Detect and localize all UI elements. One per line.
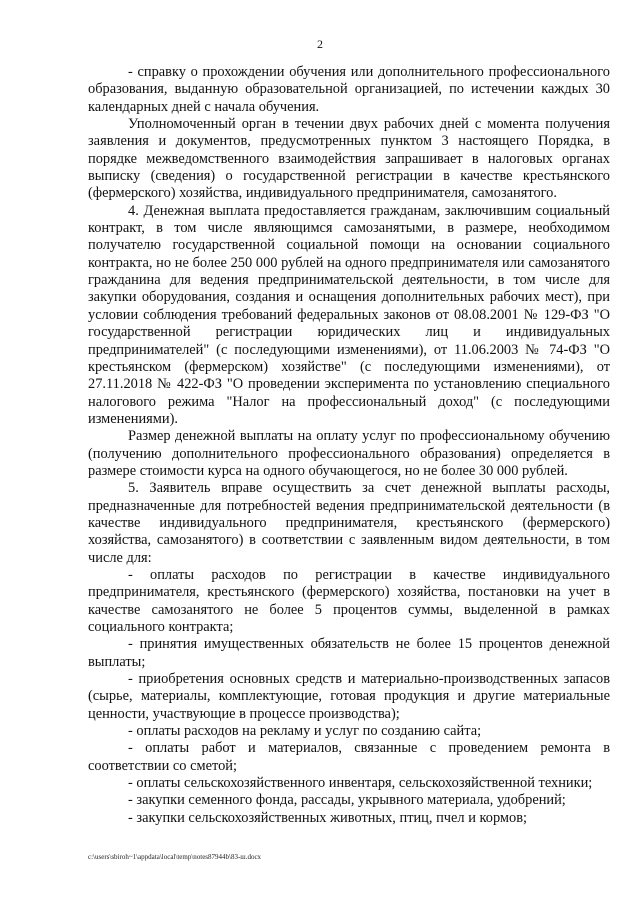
paragraph-training-payment: Размер денежной выплаты на оплату услуг по профессиональному обучению (получению дополнительного профессионального образования) определяется в размере стоимости курса на одного обучающегося, но не более 30 000 рублей. — [88, 428, 610, 479]
list-item-repair: - оплаты работ и материалов, связанные с проведением ремонта в соответствии со сметой; — [88, 740, 610, 774]
list-item-livestock: - закупки сельскохозяйственных животных, птиц, пчел и кормов; — [128, 809, 528, 826]
paragraph-5-expenses: 5. Заявитель вправе осуществить за счет денежной выплаты расходы, предназначенные для потребностей ведения предпринимательской деятельности (в качестве индивидуального предпринимателя, крестьянского (фермерского) хозяйства, самозанятого) в соответствии с заявленным видом деятельности, в том числе для: — [88, 480, 610, 566]
list-item-fixed-assets: - приобретения основных средств и материально-производственных запасов (сырье, материалы, комплектующие, готовая продукция и другие материальные ценности, участвующие в процессе производства); — [88, 671, 610, 722]
list-item-advertising: - оплаты расходов на рекламу и услуг по созданию сайта; — [128, 723, 482, 740]
paragraph-interagency-request: Уполномоченный орган в течении двух рабочих дней с момента получения заявления и документов, предусмотренных пунктом 3 настоящего Порядка, в порядке межведомственного взаимодействия запрашивает в налоговых органах выписку (сведения) о государственной регистрации в качестве крестьянского (фермерского) хозяйства, индивидуального предпринимателя, самозанятого. — [88, 116, 610, 202]
paragraph-certificate: - справку о прохождении обучения или дополнительного профессионального образования, выданную образовательной организацией, по истечении каждых 30 календарных дней с начала обучения. — [88, 64, 610, 115]
footer-file-path: c:\users\sbiroh~1\appdata\local\temp\notes87944b\83-ш.docx — [88, 853, 262, 861]
list-item-registration: - оплаты расходов по регистрации в качестве индивидуального предпринимателя, крестьянского (фермерского) хозяйства, постановки на учет в качестве самозанятого не более 5 процентов суммы, выделенной в рамках социального контракта; — [88, 566, 610, 635]
list-item-seeds: - закупки семенного фонда, рассады, укрывного материала, удобрений; — [128, 792, 566, 809]
paragraph-4-payment: 4. Денежная выплата предоставляется гражданам, заключившим социальный контракт, в том числе являющимся самозанятыми, в размере, необходимом получателю государственной социальной помощи на основании социального контракта, но не более 250 000 рублей на одного предпринимателя или самозанятого гражданина для ведения предпринимательской деятельности, в том числе для закупки оборудования, создания и оснащения дополнительных рабочих мест), при условии соблюдения требований федеральных законов от 08.08.2001 № 129-ФЗ "О государственной регистрации юридических лиц и индивидуальных предпринимателей" (с последующими изменениями), от 11.06.2003 № 74-ФЗ "О крестьянском (фермерском) хозяйстве" (с последующими изменениями), от 27.11.2018 № 422-ФЗ "О проведении эксперимента по установлению специального налогового режима "Налог на профессиональный доход" (с последующими изменениями). — [88, 202, 610, 427]
list-item-agri-equipment: - оплаты сельскохозяйственного инвентаря, сельскохозяйственной техники; — [128, 775, 593, 792]
list-item-obligations: - принятия имущественных обязательств не более 15 процентов денежной выплаты; — [88, 636, 610, 670]
document-body — [88, 64, 610, 827]
page-number: 2 — [317, 37, 323, 51]
